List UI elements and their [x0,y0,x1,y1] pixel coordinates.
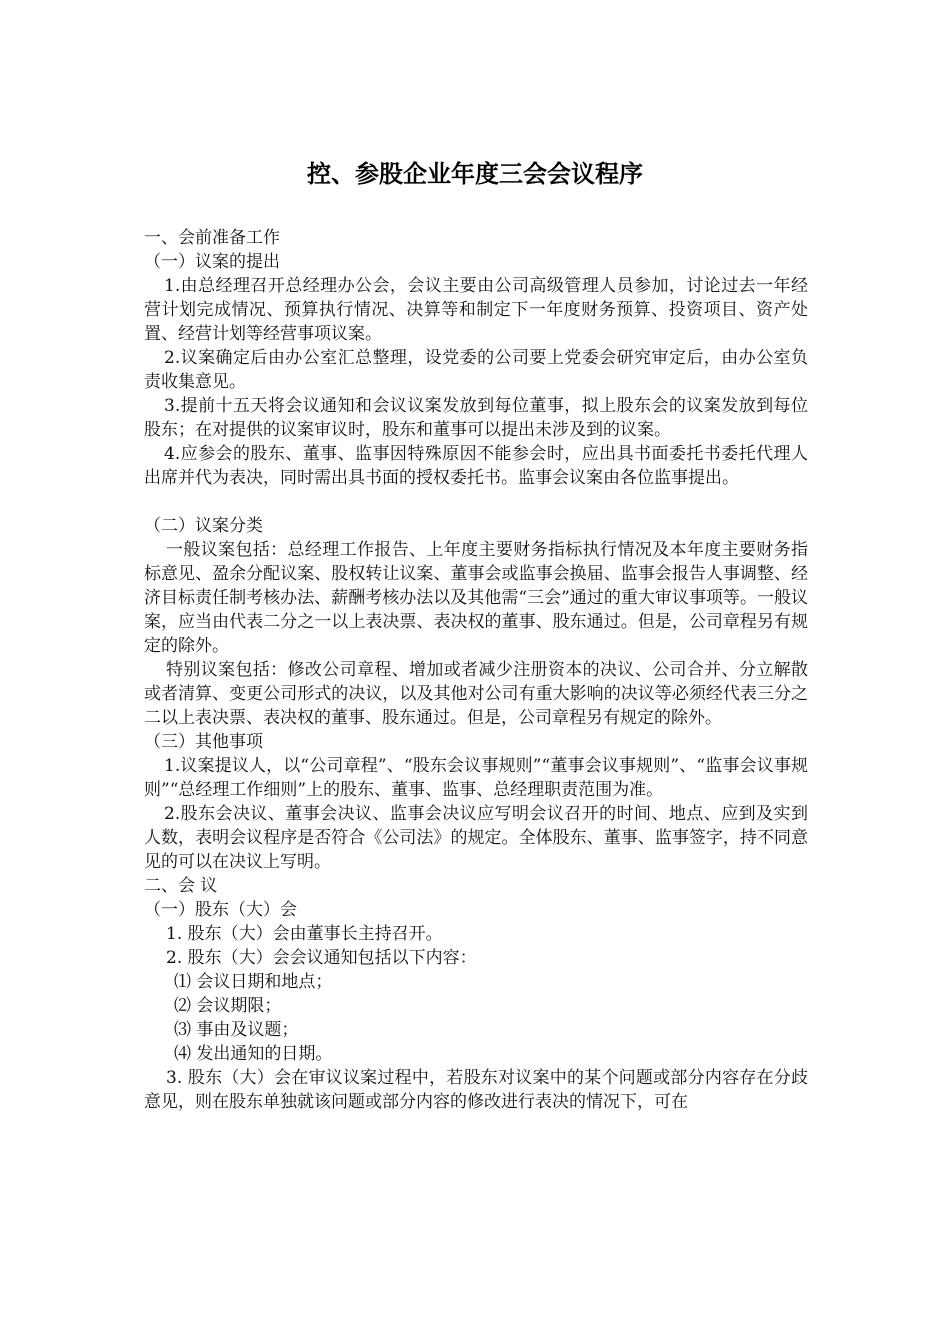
document-title: 控、参股企业年度三会会议程序 [307,160,643,188]
paragraph: 2.股东会决议、董事会决议、监事会决议应写明会议召开的时间、地点、应到及实到人数，表明会议程序是否符合《公司法》的规定。全体股东、董事、监事签字，持不同意见的可以在决议上写明。 [144,804,808,872]
section-heading-preparation: 一、会前准备工作 [144,228,280,248]
list-item: 2. 股东（大）会会议通知包括以下内容： [166,948,477,968]
sub-list-item: ⑶ 事由及议题； [174,1020,299,1040]
blank-line [144,490,808,514]
paragraph: 3.提前十五天将会议通知和会议议案发放到每位董事，拟上股东会的议案发放到每位股东；在对提供的议案审议时，股东和董事可以提出未涉及到的议案。 [144,396,808,440]
paragraph: 4.应参会的股东、董事、监事因特殊原因不能参会时，应出具书面委托书委托代理人出席并代为表决，同时需出具书面的授权委托书。监事会议案由各位监事提出。 [144,444,808,488]
sub-list-item: ⑴ 会议日期和地点； [174,972,333,992]
paragraph: 2.议案确定后由办公室汇总整理，设党委的公司要上党委会研究审定后，由办公室负责收集意见。 [144,348,808,392]
subsection-heading-shareholders: （一）股东（大）会 [144,900,297,920]
paragraph: 一般议案包括：总经理工作报告、上年度主要财务指标执行情况及本年度主要财务指标意见、盈余分配议案、股权转让议案、董事会或监事会换届、监事会报告人事调整、经济目标责任制考核办法、薪酬考核办法以及其他需“三会”通过的重大审议事项等。一般议案，应当由代表二分之一以上表决票、表决权的董事、股东通过。但是，公司章程另有规定的除外。 [144,540,808,656]
paragraph: 1.议案提议人，以“公司章程”、“股东会议事规则”“董事会议事规则”、“监事会议事规则”“总经理工作细则”上的股东、董事、监事、总经理职责范围为准。 [144,756,808,800]
paragraph: 3. 股东（大）会在审议议案过程中，若股东对议案中的某个问题或部分内容存在分歧意见，则在股东单独就该问题或部分内容的修改进行表决的情况下，可在 [144,1068,808,1112]
list-item: 1. 股东（大）会由董事长主持召开。 [166,924,443,944]
sub-list-item: ⑷ 发出通知的日期。 [174,1044,333,1064]
paragraph: 特别议案包括：修改公司章程、增加或者减少注册资本的决议、公司合并、分立解散或者清算、变更公司形式的决议，以及其他对公司有重大影响的决议等必须经代表三分之二以上表决票、表决权的董事、股东通过。但是，公司章程另有规定的除外。 [144,660,808,728]
section-heading-meeting: 二、会 议 [144,876,218,896]
sub-list-item: ⑵ 会议期限； [174,996,282,1016]
subsection-heading-classification: （二）议案分类 [144,516,263,536]
subsection-heading-proposal: （一）议案的提出 [144,252,280,272]
paragraph: 1.由总经理召开总经理办公会，会议主要由公司高级管理人员参加，讨论过去一年经营计划完成情况、预算执行情况、决算等和制定下一年度财务预算、投资项目、资产处置、经营计划等经营事项议案。 [144,276,808,344]
subsection-heading-other: （三）其他事项 [144,732,263,752]
document-body [144,226,808,1114]
